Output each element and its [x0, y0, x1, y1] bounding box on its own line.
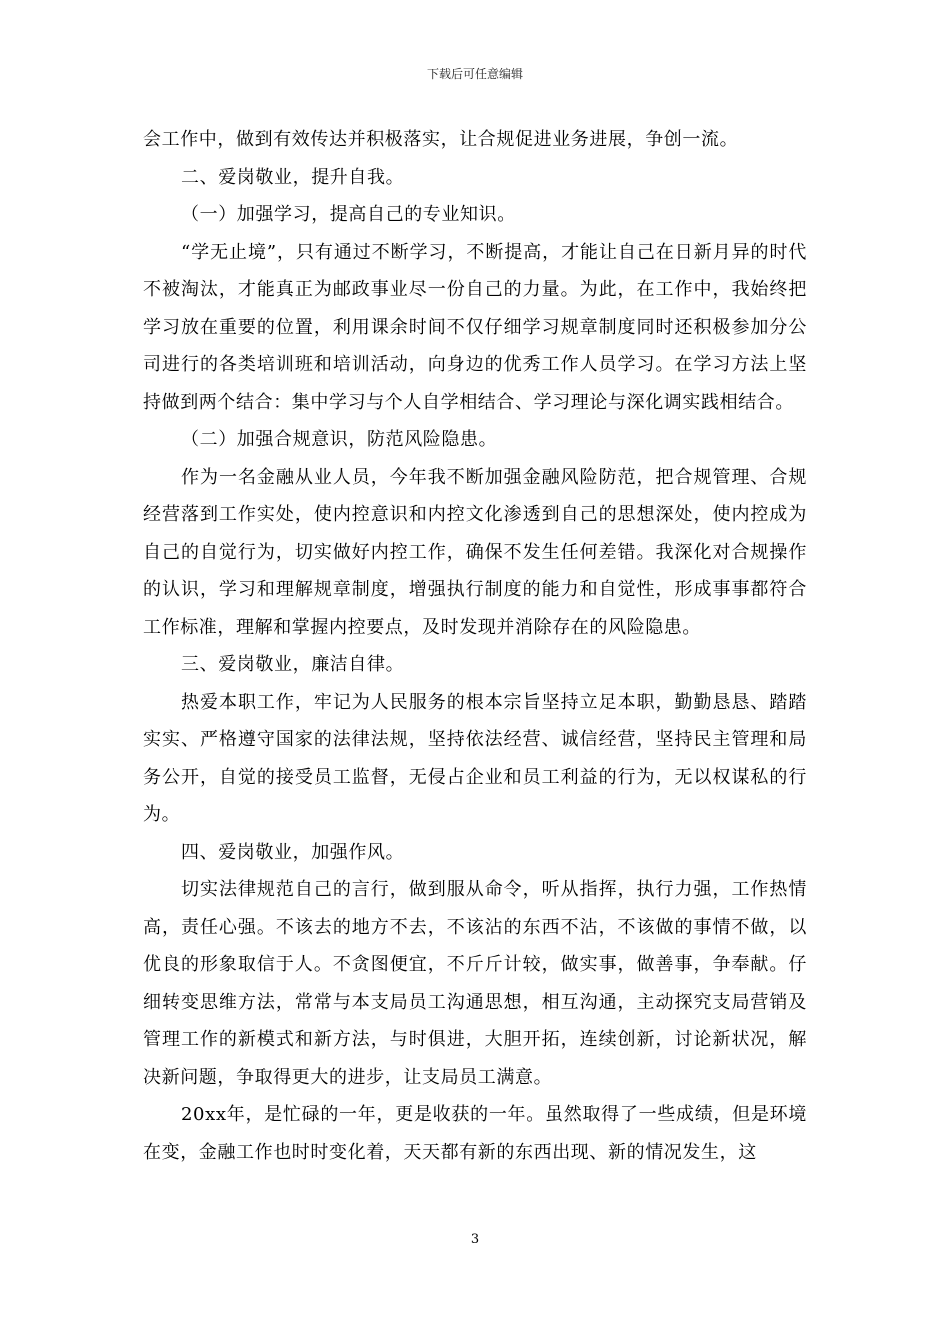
paragraph: 作为一名金融从业人员，今年我不断加强金融风险防范，把合规管理、合规经营落到工作实处，使内控意识和内控文化渗透到自己的思想深处，使内控成为自己的自觉行为，切实做好内控工作，确保不发生任何差错。我深化对合规操作的认识，学习和理解规章制度，增强执行制度的能力和自觉性，形成事事都符合工作标准，理解和掌握内控要点，及时发现并消除存在的风险隐患。 — [143, 466, 807, 638]
paragraph: 切实法律规范自己的言行，做到服从命令，听从指挥，执行力强，工作热情高，责任心强。不该去的地方不去，不该沾的东西不沾，不该做的事情不做，以优良的形象取信于人。不贪图便宜，不斤斤计较，做实事，做善事，争奉献。仔细转变思维方法，常常与本支局员工沟通思想，相互沟通，主动探究支局营销及管理工作的新模式和新方法，与时俱进，大胆开拓，连续创新，讨论新状况，解决新问题，争取得更大的进步，让支局员工满意。 — [143, 879, 807, 1088]
section-heading: 二、爱岗敬业，提升自我。 — [181, 166, 405, 188]
paragraph: 会工作中，做到有效传达并积极落实，让合规促进业务进展，争创一流。 — [143, 129, 739, 150]
subsection-heading: （一）加强学习，提高自己的专业知识。 — [181, 204, 516, 225]
subsection-heading: （二）加强合规意识，防范风险隐患。 — [181, 429, 498, 450]
paragraph: 热爱本职工作，牢记为人民服务的根本宗旨坚持立足本职，勤勤恳恳、踏踏实实、严格遵守国家的法律法规，坚持依法经营、诚信经营，坚持民主管理和局务公开，自觉的接受员工监督，无侵占企业和员工利益的行为，无以权谋私的行为。 — [143, 691, 807, 825]
section-heading: 四、爱岗敬业，加强作风。 — [181, 841, 405, 863]
document-body — [143, 121, 807, 1171]
page-header: 下载后可任意编辑 — [426, 67, 523, 81]
page-number: 3 — [470, 1232, 480, 1247]
paragraph: 20xx年，是忙碌的一年，更是收获的一年。虽然取得了一些成绩，但是环境在变，金融工作也时时变化着，天天都有新的东西出现、新的情况发生，这 — [143, 1104, 807, 1163]
section-heading: 三、爱岗敬业，廉洁自律。 — [181, 654, 405, 675]
paragraph: “学无止境”，只有通过不断学习，不断提高，才能让自己在日新月异的时代不被淘汰，才能真正为邮政事业尽一份自己的力量。为此，在工作中，我始终把学习放在重要的位置，利用课余时间不仅仔细学习规章制度同时还积极参加分公司进行的各类培训班和培训活动，向身边的优秀工作人员学习。在学习方法上坚持做到两个结合：集中学习与个人自学相结合、学习理论与深化调实践相结合。 — [143, 241, 807, 413]
